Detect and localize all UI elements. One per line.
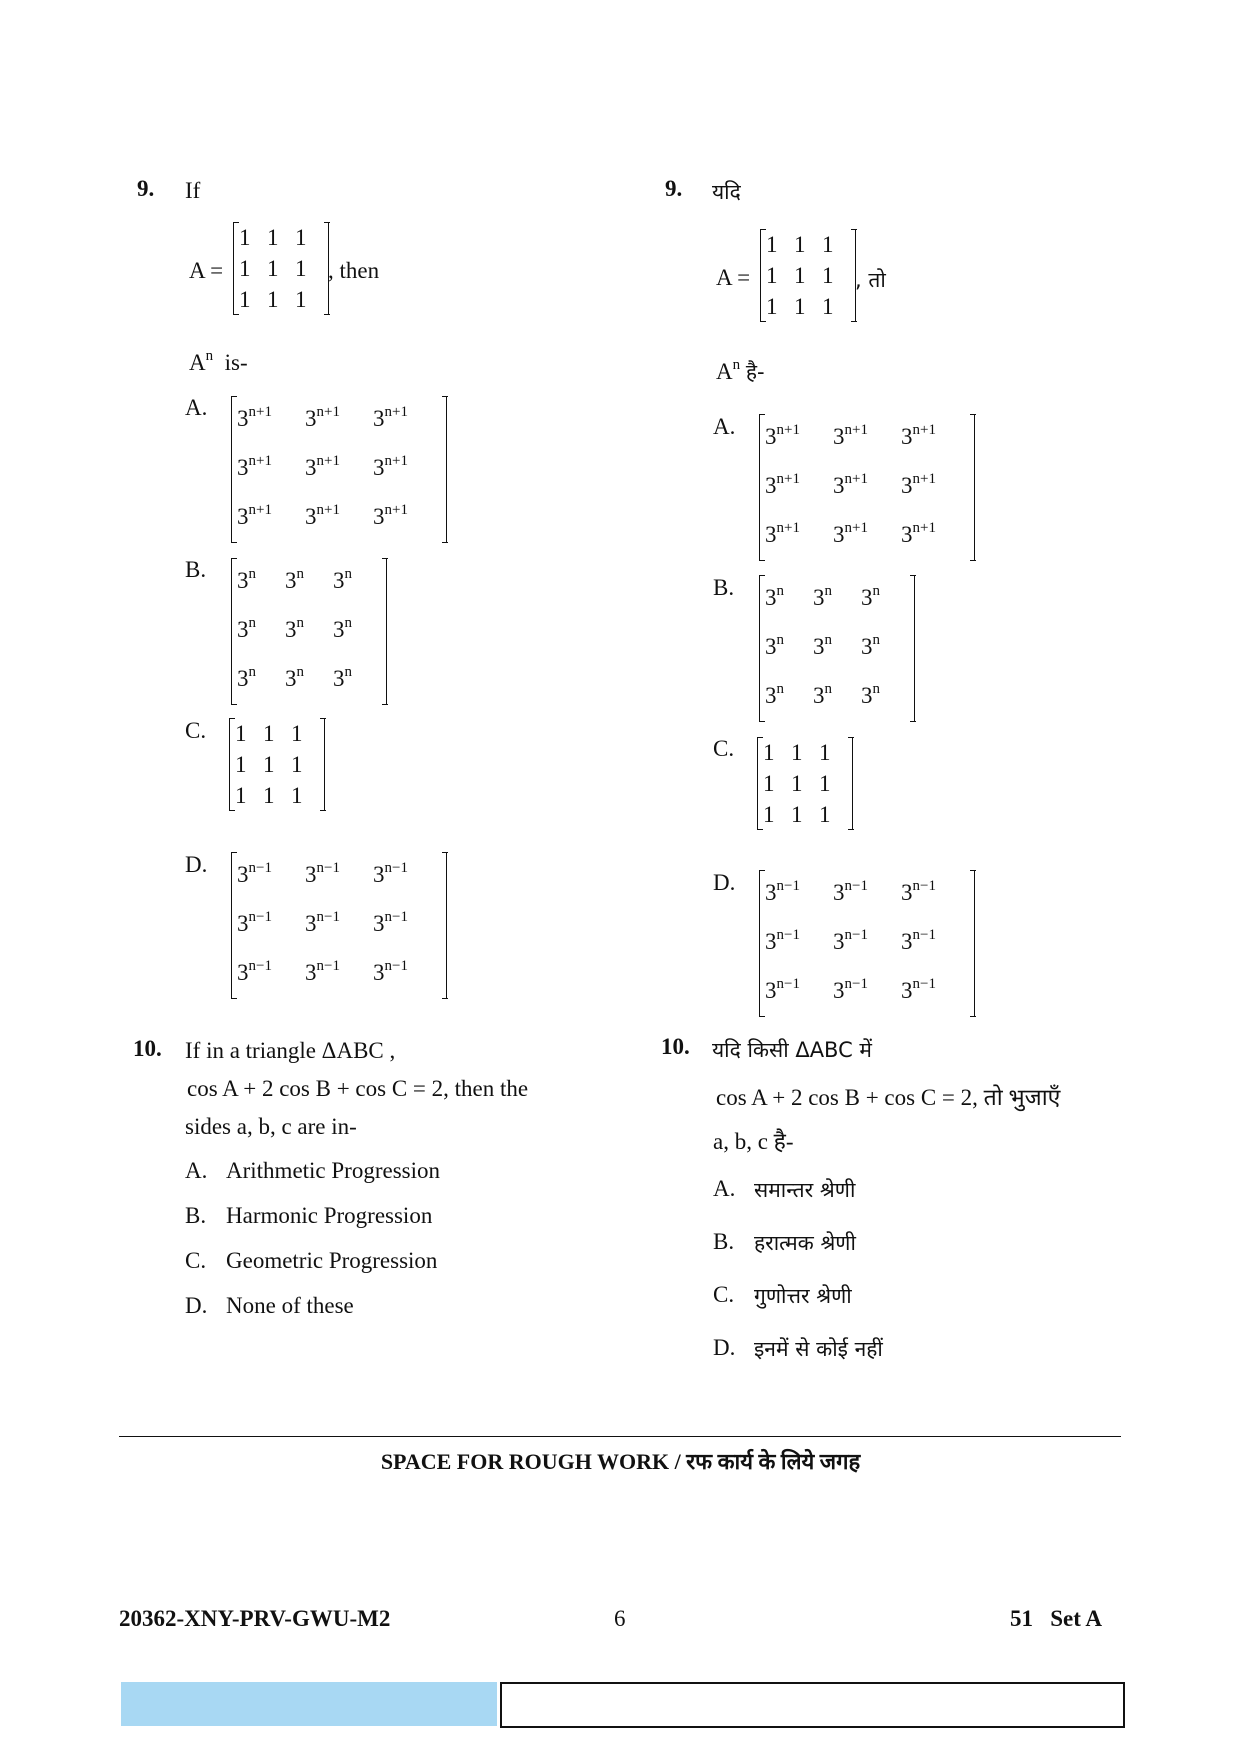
power-base: 3 [833,880,845,905]
matrix-cell: 1 [291,783,303,808]
matrix-a-en [233,222,329,315]
q10-option-letter: B. [185,1203,207,1228]
matrix-cell: 1 [263,721,275,746]
matrix-cell: 1 [295,256,307,281]
matrix-cell [373,396,441,445]
power-base: 3 [237,911,249,936]
power-exp: n−1 [844,976,868,992]
q9-option-d-matrix-en [231,852,447,999]
matrix-cell [333,656,381,705]
q10-option-letter: D. [713,1335,736,1360]
power-exp: n−1 [248,958,272,974]
matrix-cell: 1 [263,752,275,777]
q10-option-text: Arithmetic Progression [226,1158,440,1183]
power-exp: n+1 [316,404,340,420]
power-exp: n [824,583,832,599]
power-exp: n−1 [776,927,800,943]
power-exp: n+1 [384,404,408,420]
matrix-cell [373,445,441,494]
power-exp: n [248,615,256,631]
matrix-cell [373,852,441,901]
power-base: 3 [861,585,873,610]
power-exp: n+1 [248,453,272,469]
q10-line3-hi [713,1124,794,1156]
matrix-cell [861,673,909,722]
matrix-cell [373,901,441,950]
bracket-left [757,737,763,830]
power-base: A [716,359,733,384]
power-base: 3 [901,880,913,905]
footer-box [500,1682,1125,1728]
matrix-cell: 1 [822,232,834,257]
q9-question-hi [716,358,765,386]
bracket-right [442,852,448,999]
power-base: 3 [285,666,297,691]
matrix-cell [901,919,969,968]
power-exp: n−1 [912,878,936,894]
power-exp: n+1 [912,471,936,487]
power-base: 3 [305,911,317,936]
matrix-cell: 1 [295,225,307,250]
bracket-left [231,558,237,705]
power-exp: n−1 [248,909,272,925]
power-exp: n [296,566,304,582]
matrix-cell [237,950,305,999]
matrix-cell: 1 [239,225,251,250]
power-exp: n+1 [776,422,800,438]
matrix-cell [237,445,305,494]
matrix-cell: 1 [763,740,775,765]
q10-line3-hi-text: a, b, c है- [713,1129,794,1154]
power-base: 3 [373,455,385,480]
matrix-cell [305,950,373,999]
power-exp: n−1 [316,909,340,925]
bracket-right [442,396,448,543]
q10-option-text: हरात्मक श्रेणी [754,1231,856,1255]
power-base: 3 [373,960,385,985]
power-base: 3 [833,473,845,498]
power-base: 3 [765,522,777,547]
matrix-cell [305,494,373,543]
matrix-cell: 1 [822,263,834,288]
matrix-cell [237,607,285,656]
power-exp: n+1 [248,404,272,420]
power-base: 3 [333,666,345,691]
power-base: 3 [305,504,317,529]
bracket-left [759,414,765,561]
q10-option-text: समान्तर श्रेणी [754,1178,856,1202]
power-base: 3 [813,585,825,610]
bracket-left [231,396,237,543]
q10-line2-hi [716,1080,1060,1112]
q9-question-en [189,350,248,376]
q9-option-a-letter-hi: A. [713,414,736,439]
matrix-cell: 1 [235,783,247,808]
q9-matrix-label-hi: A = [716,265,751,290]
matrix-cell [833,512,901,561]
matrix-cell [305,901,373,950]
power-exp: n−1 [776,976,800,992]
power-exp: n−1 [384,909,408,925]
matrix-cell [901,968,969,1017]
q10-line3-en: sides a, b, c are in- [185,1114,357,1139]
matrix-cell: 1 [291,721,303,746]
power-exp: n [872,632,880,648]
power-exp: n [824,681,832,697]
matrix-cell: 1 [763,771,775,796]
matrix-cell [305,396,373,445]
power-base: 3 [765,929,777,954]
power-base: 3 [237,455,249,480]
footer-color-bar [121,1682,497,1726]
q10-number-hi: 10. [661,1034,690,1059]
matrix-cell: 1 [267,256,279,281]
matrix-cell [237,656,285,705]
power-base: 3 [237,862,249,887]
power-base: 3 [237,406,249,431]
power-exp: n+1 [776,520,800,536]
power-base: 3 [373,911,385,936]
matrix-cell: 1 [819,740,831,765]
power-base: 3 [901,522,913,547]
power-base: 3 [861,683,873,708]
matrix-cell [237,558,285,607]
q9-option-a-matrix-en [231,396,447,543]
q9-intro-hi: यदि [712,180,741,204]
power-base: 3 [305,406,317,431]
matrix-cell [765,512,833,561]
q9-number-en: 9. [137,176,155,201]
power-exp: n+1 [844,520,868,536]
power-exp: n+1 [316,453,340,469]
bracket-right [382,558,388,705]
q10-option-text: इनमें से कोई नहीं [754,1337,883,1361]
matrix-cell [813,624,861,673]
power-exp: n [824,632,832,648]
q9-option-d-letter-en: D. [185,852,208,877]
matrix-cell [305,852,373,901]
matrix-cell [333,558,381,607]
power-exp: n [248,566,256,582]
matrix-cell [833,968,901,1017]
q9-option-b-letter-hi: B. [713,575,735,600]
matrix-cell [813,673,861,722]
power-exp: n−1 [912,927,936,943]
matrix-cell: 1 [239,287,251,312]
power-base: 3 [333,568,345,593]
matrix-cell [861,575,909,624]
power-base: 3 [901,473,913,498]
power-base: 3 [765,424,777,449]
q10-option-letter: D. [185,1293,208,1318]
q9-matrix-label-en: A = [189,258,224,283]
q10-option-text: None of these [226,1293,354,1318]
matrix-cell [833,463,901,512]
matrix-cell: 1 [235,752,247,777]
q9-option-c-matrix-en [229,718,325,811]
matrix-cell [237,852,305,901]
q10-option-letter: C. [185,1248,207,1273]
power-exp: n [296,664,304,680]
q10-option-text: गुणोत्तर श्रेणी [754,1284,852,1308]
set-label: 51 Set A [1010,1606,1102,1631]
q10-option-letter: A. [713,1176,736,1201]
bracket-left [233,222,239,315]
power-base: 3 [237,568,249,593]
page-number: 6 [614,1606,626,1631]
bracket-left [760,229,766,322]
matrix-cell: 1 [766,263,778,288]
matrix-cell [373,494,441,543]
q9-option-c-letter-hi: C. [713,736,735,761]
power-base: 3 [901,424,913,449]
power-base: 3 [765,585,777,610]
power-base: 3 [305,862,317,887]
matrix-cell: 1 [794,232,806,257]
matrix-cell [901,414,969,463]
question-suffix: is- [224,350,248,375]
q9-option-d-matrix-hi [759,870,975,1017]
power-base: 3 [285,617,297,642]
matrix-cell [765,575,813,624]
matrix-cell [285,656,333,705]
q10-line2-hi-text: cos A + 2 cos B + cos C = 2, तो भुजाएँ [716,1085,1061,1110]
paper-code: 20362-XNY-PRV-GWU-M2 [119,1606,391,1631]
matrix-cell: 1 [822,294,834,319]
power-exp: n+1 [844,422,868,438]
bracket-right [320,718,326,811]
power-exp: n [776,681,784,697]
power-base: 3 [833,929,845,954]
bracket-left [231,852,237,999]
bracket-right [848,737,854,830]
question-suffix: है- [745,360,765,384]
power-exp: n+1 [384,453,408,469]
power-exp: n−1 [248,860,272,876]
power-base: 3 [333,617,345,642]
power-exp: n [732,357,741,373]
power-exp: n [344,566,352,582]
power-base: 3 [861,634,873,659]
q10-option-letter: C. [713,1282,735,1307]
matrix-cell: 1 [239,256,251,281]
matrix-cell [833,870,901,919]
matrix-cell [285,558,333,607]
power-exp: n−1 [844,878,868,894]
matrix-cell: 1 [267,225,279,250]
q10-option-text: Harmonic Progression [226,1203,433,1228]
power-exp: n−1 [384,958,408,974]
matrix-cell [237,396,305,445]
q10-option-letter: A. [185,1158,208,1183]
power-exp: n [344,664,352,680]
power-exp: n [776,632,784,648]
q10-line1-en: If in a triangle ΔABC , [185,1038,396,1063]
q10-line1-hi: यदि किसी ΔABC में [712,1038,872,1062]
bracket-left [759,870,765,1017]
matrix-cell [765,414,833,463]
matrix-cell: 1 [766,232,778,257]
matrix-cell: 1 [763,802,775,827]
matrix-cell [813,575,861,624]
power-exp: n [248,664,256,680]
power-exp: n−1 [384,860,408,876]
q9-then-hi: , तो [855,268,886,292]
matrix-cell: 1 [819,802,831,827]
power-exp: n+1 [316,502,340,518]
power-base: 3 [901,978,913,1003]
power-exp: n [872,583,880,599]
matrix-cell [765,870,833,919]
power-base: 3 [373,862,385,887]
power-base: A [189,350,206,375]
power-exp: n+1 [248,502,272,518]
power-base: 3 [813,634,825,659]
matrix-cell [901,870,969,919]
matrix-cell [305,445,373,494]
q9-option-d-letter-hi: D. [713,870,736,895]
bracket-right [970,414,976,561]
q9-option-b-letter-en: B. [185,557,207,582]
power-exp: n [205,348,214,364]
matrix-cell [833,919,901,968]
power-base: 3 [373,406,385,431]
power-exp: n [776,583,784,599]
bracket-right [910,575,916,722]
matrix-cell: 1 [766,294,778,319]
power-base: 3 [765,880,777,905]
q9-option-c-matrix-hi [757,737,853,830]
q9-option-b-matrix-hi [759,575,915,722]
power-base: 3 [305,455,317,480]
matrix-cell: 1 [794,294,806,319]
power-exp: n−1 [776,878,800,894]
power-base: 3 [765,634,777,659]
power-exp: n−1 [912,976,936,992]
q9-number-hi: 9. [665,176,683,201]
q9-then-en: , then [328,258,380,283]
q9-option-a-letter-en: A. [185,395,208,420]
matrix-cell: 1 [791,802,803,827]
matrix-cell [237,494,305,543]
q9-option-a-matrix-hi [759,414,975,561]
matrix-cell [765,968,833,1017]
power-exp: n+1 [912,520,936,536]
rough-work-divider [119,1436,1121,1437]
power-base: 3 [237,666,249,691]
matrix-cell: 1 [791,740,803,765]
q10-number-en: 10. [133,1036,162,1061]
matrix-cell [237,901,305,950]
matrix-cell: 1 [295,287,307,312]
q9-intro-en: If [185,178,201,203]
power-base: 3 [373,504,385,529]
power-exp: n+1 [844,471,868,487]
q10-option-letter: B. [713,1229,735,1254]
matrix-cell: 1 [791,771,803,796]
q10-option-text: Geometric Progression [226,1248,438,1273]
matrix-cell: 1 [267,287,279,312]
matrix-cell [833,414,901,463]
bracket-right [970,870,976,1017]
power-base: 3 [765,473,777,498]
power-base: 3 [285,568,297,593]
matrix-cell: 1 [794,263,806,288]
power-exp: n+1 [384,502,408,518]
power-exp: n+1 [912,422,936,438]
power-base: 3 [237,960,249,985]
power-base: 3 [237,617,249,642]
power-exp: n−1 [316,860,340,876]
rough-work-label: SPACE FOR ROUGH WORK / रफ कार्य के लिये जगह [380,1449,861,1474]
matrix-cell [901,463,969,512]
matrix-cell [285,607,333,656]
power-exp: n−1 [316,958,340,974]
power-exp: n−1 [844,927,868,943]
power-base: 3 [833,424,845,449]
power-base: 3 [901,929,913,954]
power-base: 3 [813,683,825,708]
power-base: 3 [765,978,777,1003]
matrix-cell [901,512,969,561]
bracket-left [229,718,235,811]
matrix-cell: 1 [235,721,247,746]
matrix-cell [373,950,441,999]
matrix-cell [765,624,813,673]
matrix-a-hi [760,229,856,322]
matrix-cell [765,463,833,512]
power-base: 3 [833,522,845,547]
power-base: 3 [305,960,317,985]
power-exp: n [344,615,352,631]
matrix-cell: 1 [263,783,275,808]
matrix-cell [333,607,381,656]
matrix-cell [765,673,813,722]
power-base: 3 [765,683,777,708]
bracket-left [759,575,765,722]
power-exp: n [296,615,304,631]
power-base: 3 [237,504,249,529]
matrix-cell: 1 [291,752,303,777]
matrix-cell [765,919,833,968]
power-base: 3 [833,978,845,1003]
power-exp: n+1 [776,471,800,487]
q10-line2-en: cos A + 2 cos B + cos C = 2, then the [187,1076,529,1101]
q9-option-b-matrix-en [231,558,387,705]
matrix-cell [861,624,909,673]
power-exp: n [872,681,880,697]
q9-option-c-letter-en: C. [185,718,207,743]
matrix-cell: 1 [819,771,831,796]
